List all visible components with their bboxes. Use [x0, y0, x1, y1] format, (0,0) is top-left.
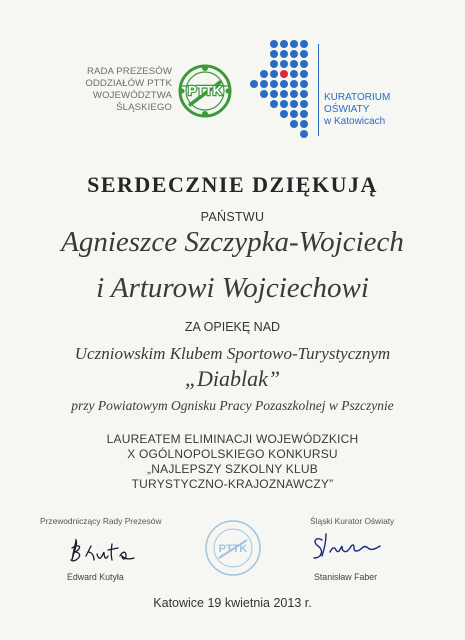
club-location: przy Powiatowym Ognisku Pracy Pozaszkolnej w Pszczynie — [71, 398, 394, 413]
left-signature — [64, 534, 146, 566]
kuratorium-line: OŚWIATY — [324, 104, 370, 115]
rada-line: RADA PREZESÓW — [87, 66, 172, 77]
pttk-logo — [176, 60, 234, 122]
pttk-logo-text: PTTK — [188, 83, 222, 98]
laureate-line: LAUREATEM ELIMINACJI WOJEWÓDZKICH — [106, 432, 359, 446]
club-name: „Diablak” — [184, 366, 281, 391]
issue-date: Katowice 19 kwietnia 2013 r. — [153, 596, 312, 610]
left-signatory-role: Przewodniczący Rady Prezesów — [40, 516, 162, 526]
pttk-stamp — [203, 518, 263, 578]
recipient-name-2: i Arturowi Wojciechowi — [96, 272, 369, 304]
kuratorium-divider — [318, 44, 319, 136]
care-intro: ZA OPIEKĘ NAD — [184, 320, 281, 334]
right-signatory-role: Śląski Kurator Oświaty — [310, 516, 395, 526]
kuratorium-logo — [244, 38, 318, 138]
kuratorium-line: KURATORIUM — [324, 92, 391, 103]
rada-prezesow-text — [60, 66, 172, 114]
rada-line: ŚLĄSKIEGO — [116, 102, 172, 113]
stamp-text: PTTK — [218, 543, 248, 555]
laureate-line: „NAJLEPSZY SZKOLNY KLUB — [147, 462, 318, 476]
rada-line: WOJEWÓDZTWA — [92, 90, 172, 101]
left-signatory-name: Edward Kutyła — [67, 572, 124, 582]
kuratorium-text — [324, 92, 390, 128]
recipient-name-1: Agnieszce Szczypka-Wojciech — [61, 226, 404, 258]
rada-line: ODDZIAŁÓW PTTK — [85, 78, 172, 89]
addressee-intro: PAŃSTWU — [200, 210, 265, 224]
right-signatory-name: Stanisław Faber — [314, 572, 378, 582]
laureate-line: TURYSTYCZNO-KRAJOZNAWCZY” — [131, 477, 334, 491]
right-signature — [308, 528, 388, 564]
diploma-title: SERDECZNIE DZIĘKUJĄ — [87, 172, 378, 197]
kuratorium-line: w Katowicach — [324, 116, 386, 127]
laureate-line: X OGÓLNOPOLSKIEGO KONKURSU — [127, 447, 338, 461]
club-description: Uczniowskim Klubem Sportowo-Turystycznym — [74, 344, 391, 363]
